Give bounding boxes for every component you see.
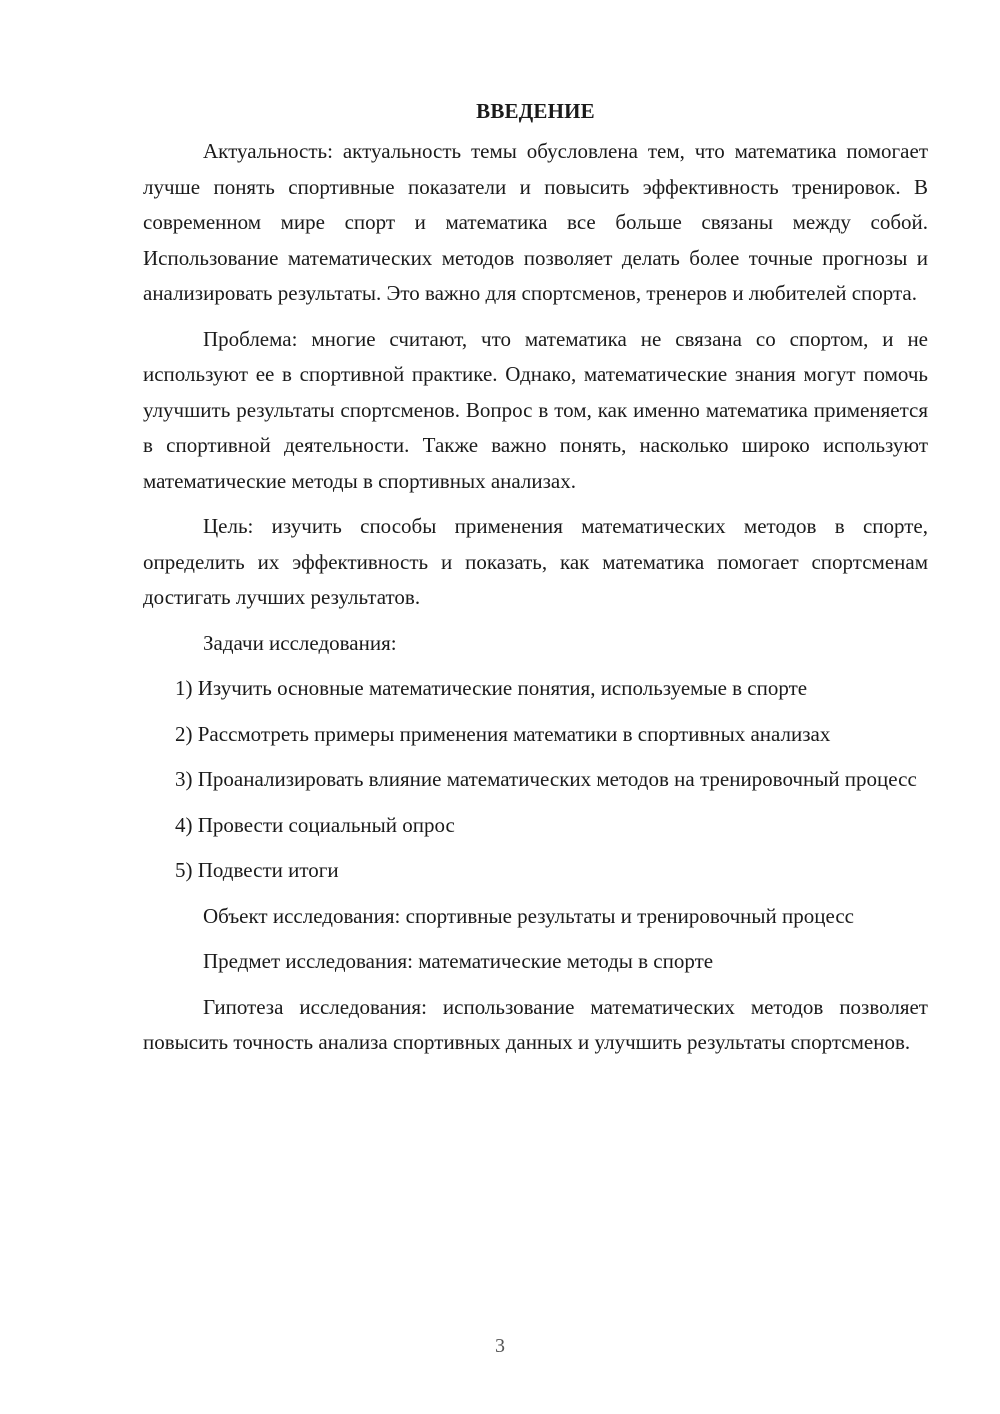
paragraph-object: Объект исследования: спортивные результаты и тренировочный процесс: [203, 903, 854, 928]
paragraph-relevance: Актуальность: актуальность темы обусловлена тем, что математика помогает лучше понять спортивные показатели и повысить эффективность тренировок. В современном мире спорт и математика все больше связаны между собой. Использование математических методов позволяет делать более точные прогнозы и анализировать результаты. Это важно для спортсменов, тренеров и любителей спорта.: [143, 139, 928, 305]
paragraph-goal: Цель: изучить способы применения математических методов в спорте, определить их эффективность и показать, как математика помогает спортсменам достигать лучших результатов.: [143, 514, 928, 609]
task-item-1: 1) Изучить основные математические понятия, используемые в спорте: [175, 676, 808, 700]
task-item-5: 5) Подвести итоги: [175, 858, 339, 882]
task-item-4: 4) Провести социальный опрос: [175, 812, 455, 837]
page-title: ВВЕДЕНИЕ: [476, 99, 595, 123]
paragraph-subject: Предмет исследования: математические методы в спорте: [203, 949, 714, 973]
page-number: 3: [495, 1335, 505, 1357]
document-body: [143, 94, 928, 1071]
paragraph-problem: Проблема: многие считают, что математика не связана со спортом, и не используют ее в спортивной практике. Однако, математические знания могут помочь улучшить результаты спортсменов. Вопрос в том, как именно математика применяется в спортивной деятельности. Также важно понять, насколько широко используют математические методы в спортивных анализах.: [143, 326, 928, 493]
paragraph-tasks-heading: Задачи исследования:: [203, 630, 397, 655]
task-item-2: 2) Рассмотреть примеры применения математики в спортивных анализах: [175, 721, 831, 746]
paragraph-hypothesis: Гипотеза исследования: использование математических методов позволяет повысить точность анализа спортивных данных и улучшить результаты спортсменов.: [143, 994, 928, 1054]
task-item-3: 3) Проанализировать влияние математических методов на тренировочный процесс: [175, 767, 917, 791]
